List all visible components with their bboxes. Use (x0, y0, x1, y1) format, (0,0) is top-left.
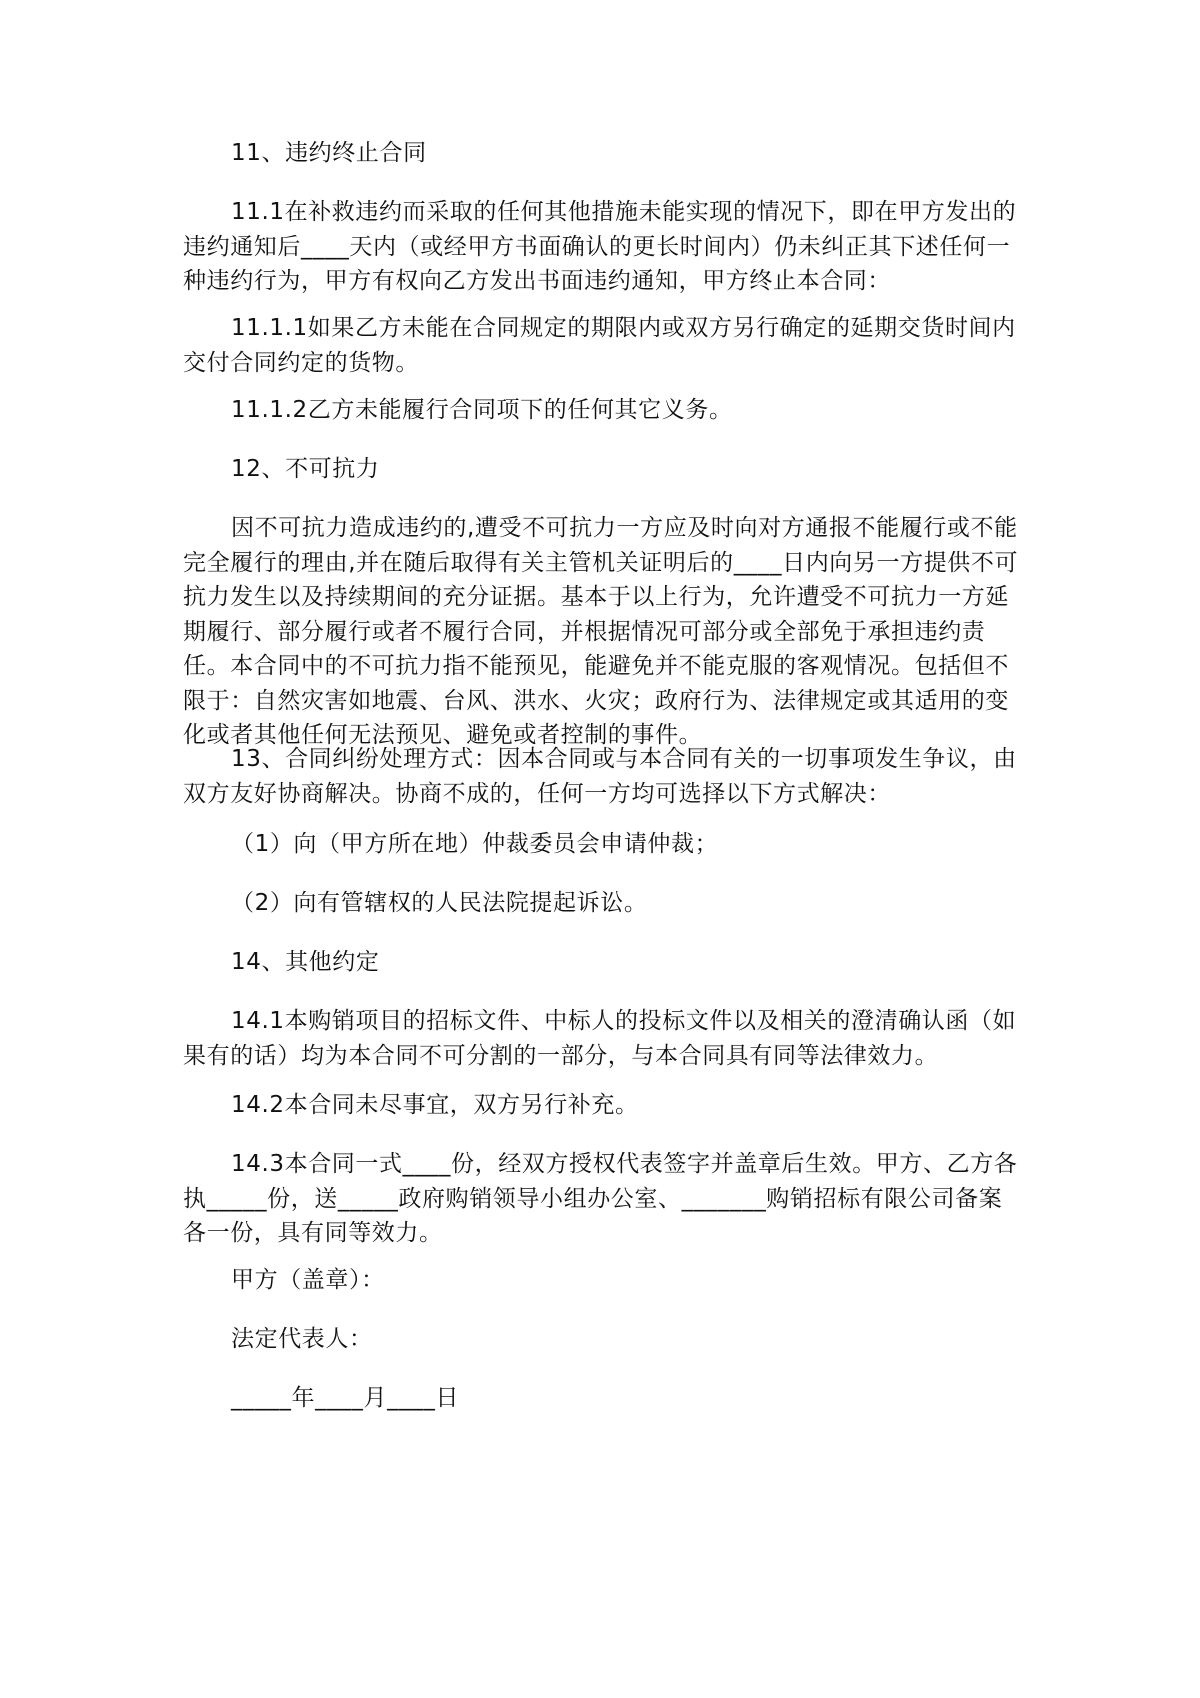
section-14-heading: 14、其他约定 (231, 949, 380, 975)
clause-11-1-1: 11.1.1如果乙方未能在合同规定的期限内或双方另行确定的延期交货时间内交付合同约定的货物。 (183, 315, 1016, 376)
clause-11-1: 11.1在补救违约而采取的任何其他措施未能实现的情况下，即在甲方发出的违约通知后____天内（或经甲方书面确认的更长时间内）仍未纠正其下述任何一种违约行为，甲方有权向乙方发出书面违约通知，甲方终止本合同： (183, 199, 1017, 294)
section-11-heading: 11、违约终止合同 (231, 140, 427, 166)
dispute-option-1: （1）向（甲方所在地）仲裁委员会申请仲裁； (231, 831, 719, 857)
party-a-seal-label: 甲方（盖章）： (231, 1267, 385, 1293)
force-majeure-paragraph: 因不可抗力造成违约的,遭受不可抗力一方应及时向对方通报不能履行或不能完全履行的理由,并在随后取得有关主管机关证明后的____日内向另一方提供不可抗力发生以及持续期间的充分证据。基本于以上行为，允许遭受不可抗力一方延期履行、部分履行或者不履行合同，并根据情况可部分或全部免于承担违约责任。本合同中的不可抗力指不能预见，能避免并不能克服的客观情况。包括但不限于：自然灾害如地震、台风、洪水、火灾；政府行为、法律规定或其适用的变化或者其他任何无法预见、避免或者控制的事件。 (183, 515, 1019, 748)
section-13-paragraph: 13、合同纠纷处理方式：因本合同或与本合同有关的一切事项发生争议，由双方友好协商解决。协商不成的，任何一方均可选择以下方式解决： (183, 746, 1017, 807)
dispute-option-2: （2）向有管辖权的人民法院提起诉讼。 (231, 890, 648, 916)
clause-14-1: 14.1本购销项目的招标文件、中标人的投标文件以及相关的澄清确认函（如果有的话）均为本合同不可分割的一部分，与本合同具有同等法律效力。 (183, 1008, 1017, 1069)
clause-14-2: 14.2本合同未尽事宜，双方另行补充。 (231, 1092, 639, 1118)
signature-date-line: _____年____月____日 (231, 1385, 460, 1411)
section-12-heading: 12、不可抗力 (231, 456, 380, 482)
clause-11-1-2: 11.1.2乙方未能履行合同项下的任何其它义务。 (231, 397, 733, 423)
clause-14-3: 14.3本合同一式____份，经双方授权代表签字并盖章后生效。甲方、乙方各执_____份，送_____政府购销领导小组办公室、_______购销招标有限公司备案各一份，具有同等效力。 (183, 1151, 1018, 1246)
legal-representative-label: 法定代表人： (231, 1326, 373, 1352)
